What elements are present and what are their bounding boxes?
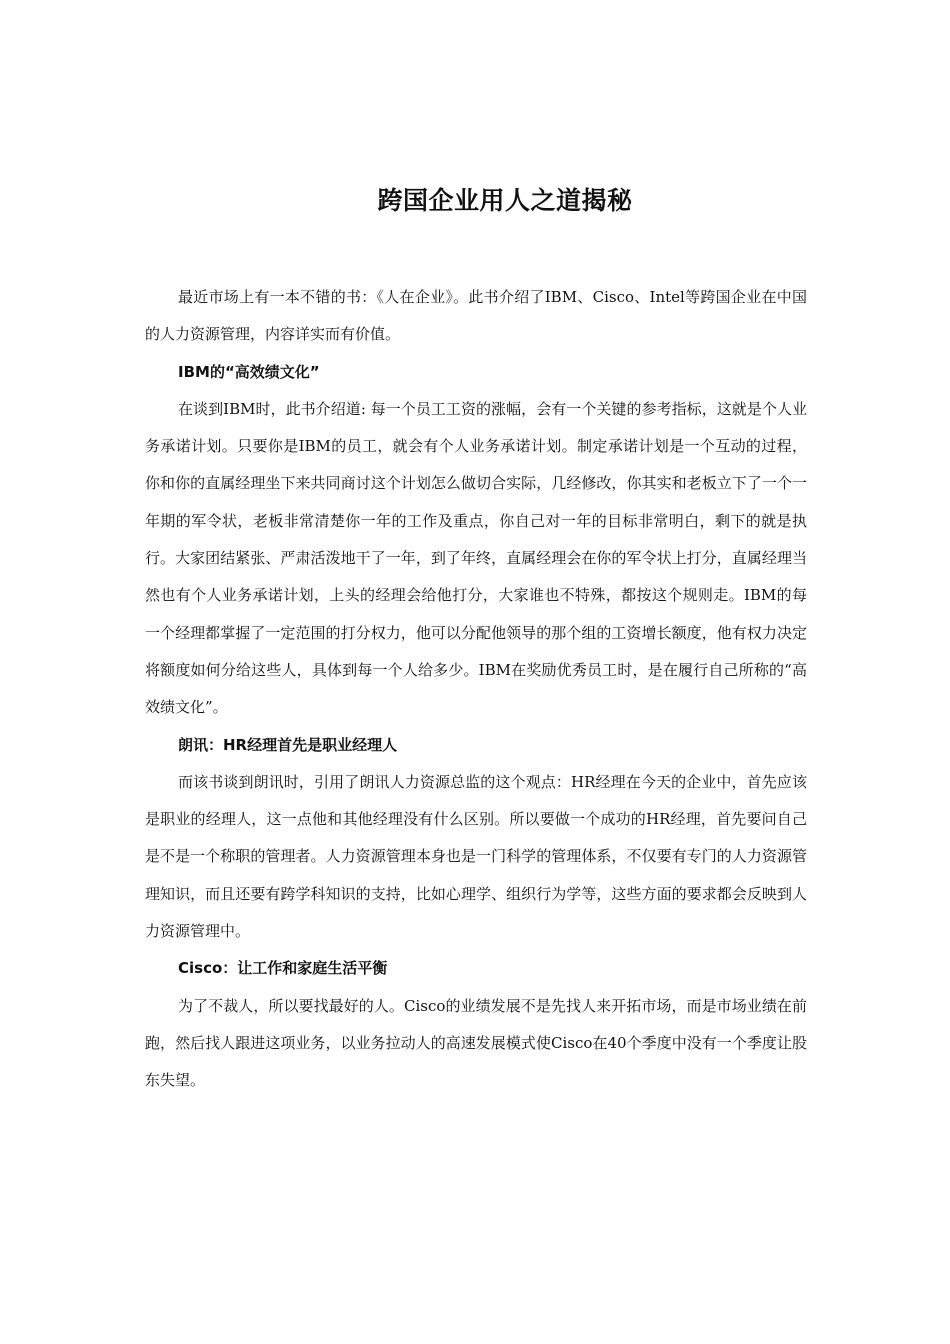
document-body — [145, 279, 807, 1100]
document-title: 跨国企业用人之道揭秘 — [377, 186, 633, 215]
section-body-ibm: 在谈到IBM时，此书介绍道: 每一个员工工资的涨幅，会有一个关键的参考指标，这就是个人业务承诺计划。只要你是IBM的员工，就会有个人业务承诺计划。制定承诺计划是一个互动的过程，你和你的直属经理坐下来共同商讨这个计划怎么做切合实际，几经修改，你其实和老板立下了一个一年期的军令状，老板非常清楚你一年的工作及重点，你自己对一年的目标非常明白，剩下的就是执行。大家团结紧张、严肃活泼地干了一年，到了年终，直属经理会在你的军令状上打分，直属经理当然也有个人业务承诺计划，上头的经理会给他打分，大家谁也不特殊，都按这个规则走。IBM的每一个经理都掌握了一定范围的打分权力，他可以分配他领导的那个组的工资增长额度，他有权力决定将额度如何分给这些人，具体到每一个人给多少。IBM在奖励优秀员工时，是在履行自己所称的“高效绩文化”。 — [145, 399, 807, 717]
section-heading-ibm: IBM的“高效绩文化” — [178, 362, 320, 381]
section-heading-lucent: 朗讯：HR经理首先是职业经理人 — [178, 735, 398, 754]
section-body-cisco: 为了不裁人，所以要找最好的人。Cisco的业绩发展不是先找人来开拓市场，而是市场业绩在前跑，然后找人跟进这项业务，以业务拉动人的高速发展模式使Cisco在40个季度中没有一个季度让股东失望。 — [145, 996, 807, 1090]
section-heading-cisco: Cisco：让工作和家庭生活平衡 — [178, 959, 388, 978]
section-body-lucent: 而该书谈到朗讯时，引用了朗讯人力资源总监的这个观点：HR经理在今天的企业中，首先应该是职业的经理人，这一点他和其他经理没有什么区别。所以要做一个成功的HR经理，首先要问自己是不是一个称职的管理者。人力资源管理本身也是一门科学的管理体系，不仅要有专门的人力资源管理知识，而且还要有跨学科知识的支持，比如心理学、组织行为学等，这些方面的要求都会反映到人力资源管理中。 — [145, 772, 807, 941]
intro-paragraph: 最近市场上有一本不错的书：《人在企业》。此书介绍了IBM、Cisco、Intel等跨国企业在中国的人力资源管理，内容详实而有价值。 — [145, 288, 807, 344]
